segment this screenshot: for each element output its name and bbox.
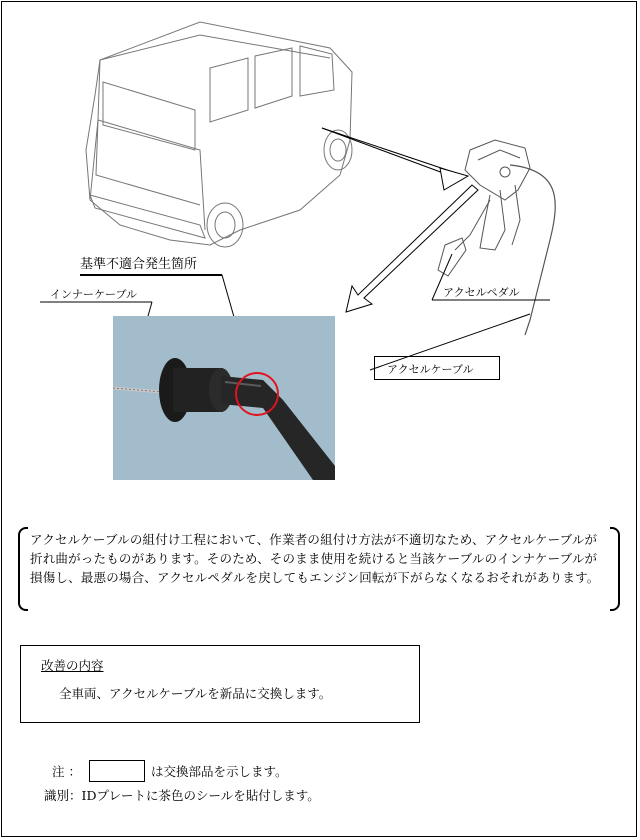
note-suffix: は交換部品を示します。 [150,764,288,779]
accel-cable-label: アクセルケーブル [374,356,500,380]
replacement-part-swatch [89,760,145,782]
accel-pedal-label: アクセルペダル [443,286,520,299]
defect-location-label: 基準不適合発生箇所 [80,257,198,272]
improvement-title: 改善の内容 [41,658,104,673]
van-drawing [86,22,352,247]
replacement-note [52,760,288,782]
note-prefix: 注 ： [52,764,81,779]
improvement-text: 全車両、アクセルケーブルを新品に交換します。 [59,686,332,701]
defect-description: アクセルケーブルの組付け工程において、作業者の組付け方法が不適切なため、アクセルケーブルが折れ曲がったものがあります。そのため、そのまま使用を続けると当該ケーブルのインナケーブルが損傷し、最悪の場合、アクセルペダルを戻してもエンジン回転が下がらなくなるおそれがあります。 [30,532,600,585]
improvement-box [20,645,420,723]
inner-cable-label: インナーケーブル [50,288,138,301]
defect-photo-image [113,316,335,480]
defect-photo [113,316,335,480]
notice-bracket-right [610,527,620,611]
pedal-assembly-drawing [438,140,555,335]
notice-bracket-left [18,527,28,611]
identification-note: 識別：IDプレートに茶色のシールを貼付します。 [44,788,320,803]
